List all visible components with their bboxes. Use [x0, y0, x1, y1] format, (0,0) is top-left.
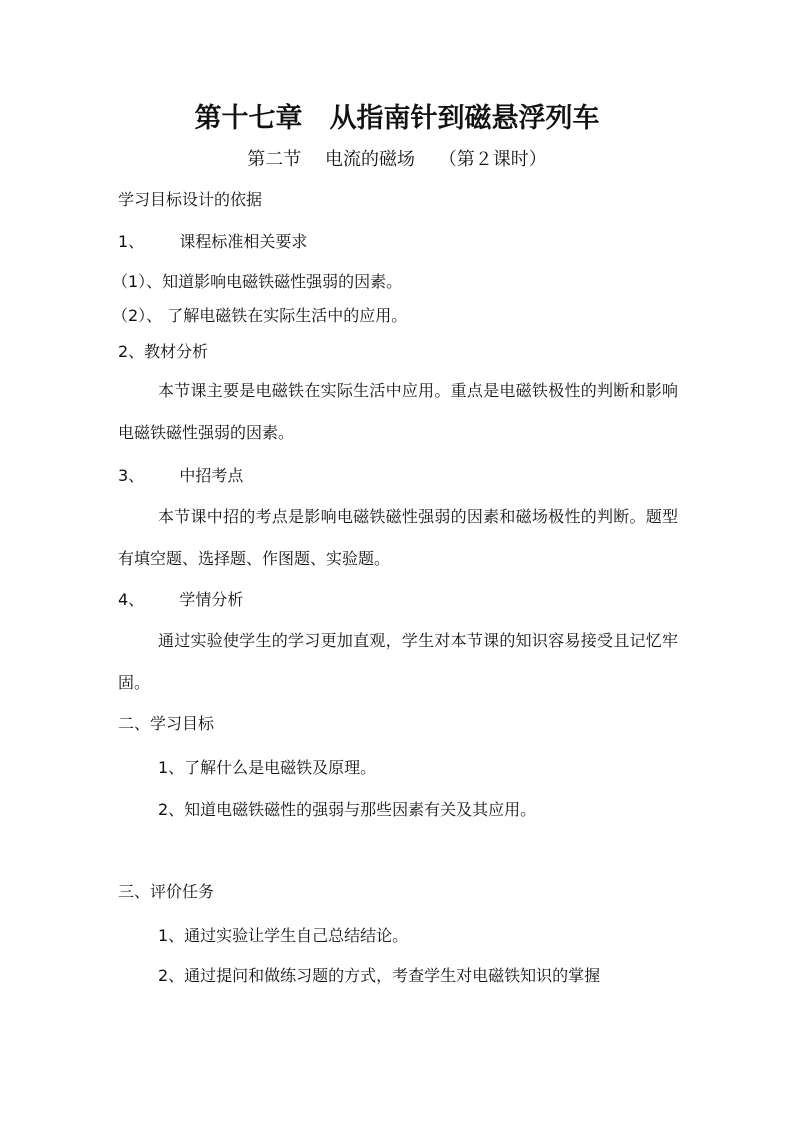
- section-1-heading: [118, 232, 307, 252]
- requirement-item-1: （1）、知道影响电磁铁磁性强弱的因素。: [112, 272, 403, 291]
- goal-item-2: 2、知道电磁铁磁性的强弱与那些因素有关及其应用。: [158, 800, 537, 819]
- chapter-title: 第十七章 从指南针到磁悬浮列车: [194, 103, 600, 134]
- requirement-item-2: （2）、 了解电磁铁在实际生活中的应用。: [112, 306, 408, 325]
- goals-heading: 二、学习目标: [118, 714, 215, 733]
- section-1-number: 1、: [118, 232, 145, 251]
- section-2-paragraph: 本节课主要是电磁铁在实际生活中应用。重点是电磁铁极性的判断和影响电磁铁磁性强弱的因素。: [118, 381, 678, 442]
- section-4-number: 4、: [118, 590, 145, 609]
- section-4-paragraph: 通过实验使学生的学习更加直观，学生对本节课的知识容易接受且记忆牢固。: [118, 631, 678, 692]
- basis-heading: 学习目标设计的依据: [118, 190, 263, 209]
- evaluation-item-2: 2、通过提问和做练习题的方式，考查学生对电磁铁知识的掌握: [158, 966, 601, 985]
- section-4-heading: [118, 590, 243, 610]
- section-1-title: 课程标准相关要求: [179, 232, 308, 251]
- evaluation-heading: 三、评价任务: [118, 882, 215, 901]
- section-3-number: 3、: [118, 466, 145, 485]
- section-3-heading: [118, 466, 243, 486]
- section-subtitle: 第二节 电流的磁场 （第２课时）: [247, 149, 547, 170]
- section-4-title: 学情分析: [179, 590, 244, 609]
- section-2-heading: 2、教材分析: [118, 342, 209, 361]
- section-3-title: 中招考点: [179, 466, 244, 485]
- section-3-paragraph: 本节课中招的考点是影响电磁铁磁性强弱的因素和磁场极性的判断。题型有填空题、选择题、作图题、实验题。: [118, 507, 678, 568]
- evaluation-item-1: 1、通过实验让学生自己总结结论。: [158, 926, 409, 945]
- goal-item-1: 1、了解什么是电磁铁及原理。: [158, 758, 377, 777]
